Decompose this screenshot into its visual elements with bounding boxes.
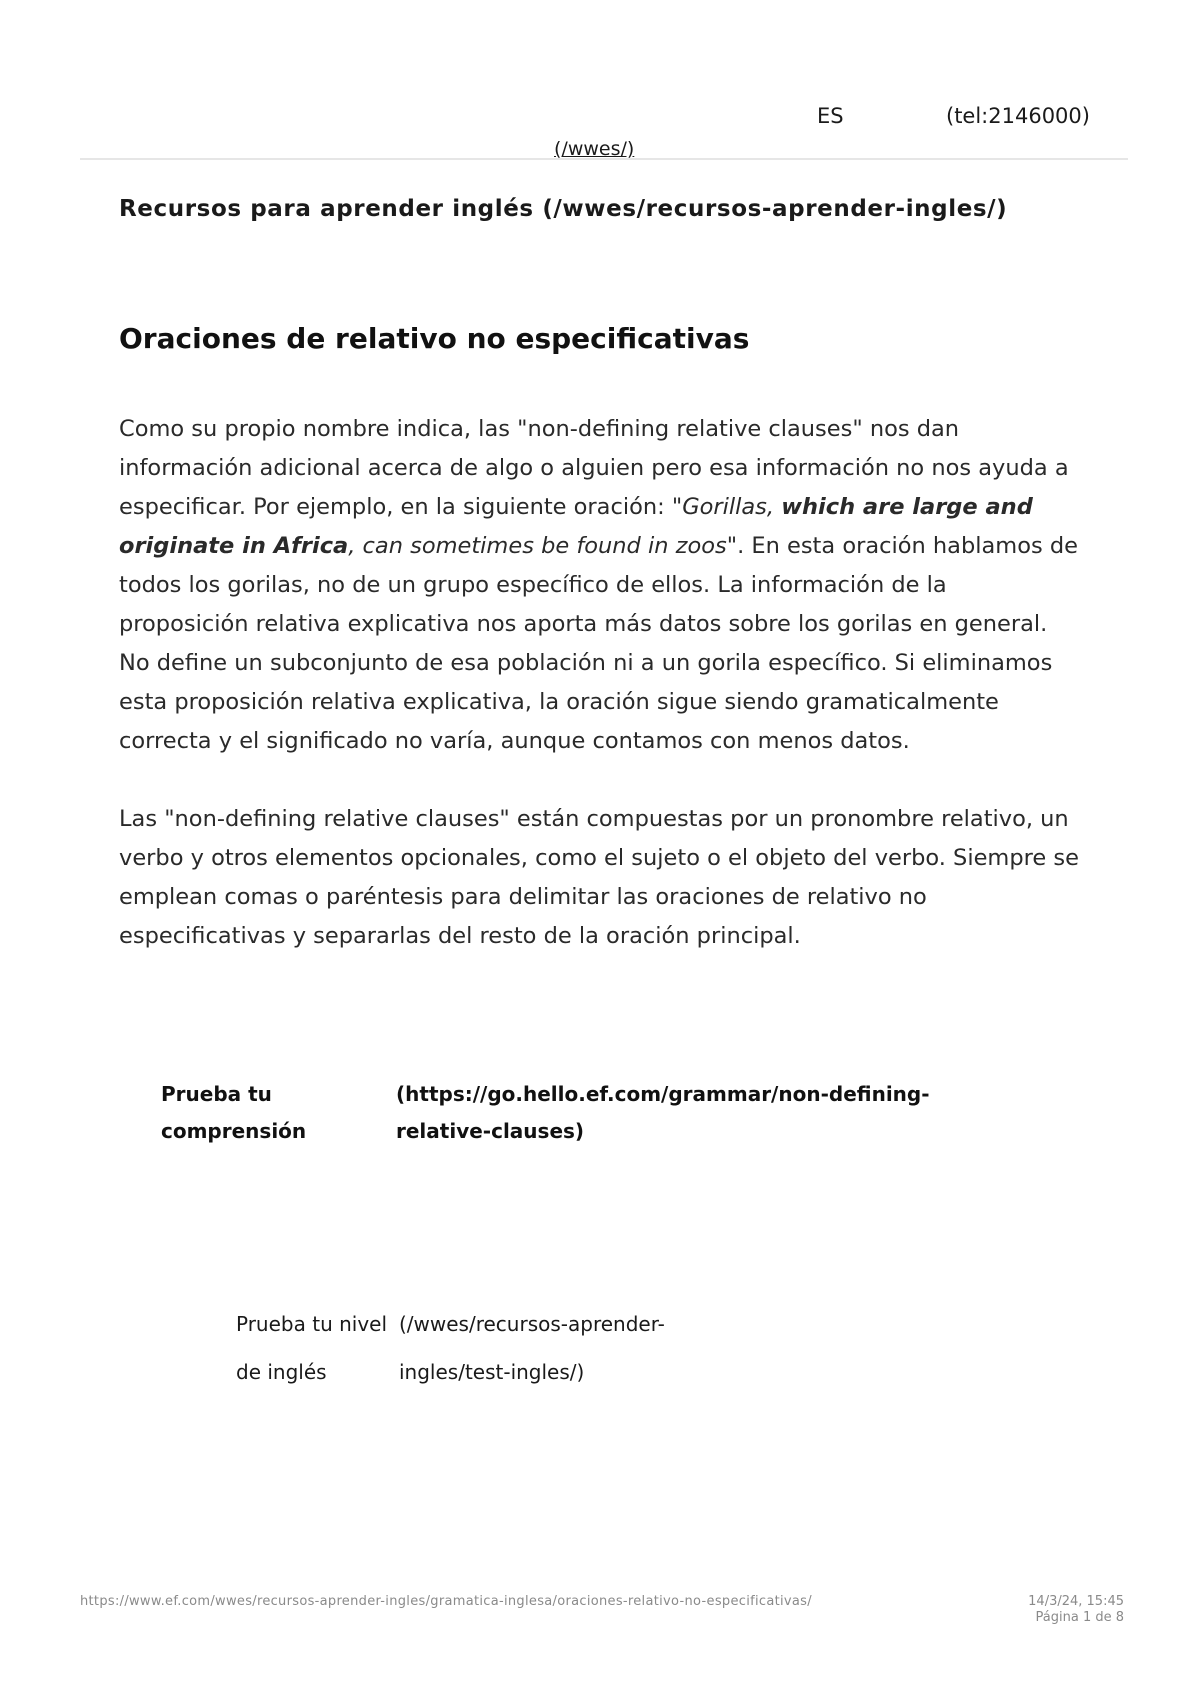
example-close: , can sometimes be found in zoos" — [348, 533, 738, 559]
footer-url: https://www.ef.com/wwes/recursos-aprender-ingles/gramatica-inglesa/oraciones-relativo-no-especificativas/ — [80, 1594, 812, 1609]
language-selector[interactable]: ES — [817, 104, 844, 128]
home-link[interactable]: (/wwes/) — [554, 138, 635, 160]
footer-page-number: Página 1 de 8 — [1035, 1610, 1124, 1625]
footer-timestamp: 14/3/24, 15:45 — [1028, 1594, 1124, 1609]
intro-text-b: . En esta oración hablamos de todos los gorilas, no de un grupo específico de ellos. La información de la proposición relativa explicativa nos aporta más datos sobre los gorilas en general. No define un subconjunto de esa población ni a un gorila específico. Si eliminamos esta proposición relativa explicativa, la oración sigue siendo gramaticalmente correcta y el significado no varía, aunque contamos con menos datos. — [119, 533, 1078, 754]
breadcrumb[interactable]: Recursos para aprender inglés (/wwes/recursos-aprender-ingles/) — [119, 196, 1008, 222]
page-title: Oraciones de relativo no especificativas — [119, 322, 750, 355]
example-open: "Gorillas, — [671, 494, 782, 520]
level-test-cta-label[interactable]: Prueba tu nivel de inglés — [236, 1312, 388, 1384]
intro-text-a: Como su propio nombre indica, las "non-defining relative clauses" nos dan información adicional acerca de algo o alguien pero esa información no nos ayuda a especificar. Por ejemplo, en la siguiente oración: — [119, 416, 1069, 520]
example-relative-clause: which are large and originate in Africa — [119, 494, 1033, 559]
intro-paragraph — [119, 410, 1079, 761]
level-test-cta-link[interactable]: (/wwes/recursos-aprender-ingles/test-ingles/) — [399, 1312, 665, 1384]
comprehension-cta-label[interactable]: Prueba tu comprensión — [161, 1082, 307, 1143]
comprehension-cta-link[interactable]: (https://go.hello.ef.com/grammar/non-defining-relative-clauses) — [396, 1082, 930, 1143]
phone-link[interactable]: (tel:2146000) — [946, 104, 1090, 128]
header-divider — [80, 158, 1128, 160]
structure-paragraph: Las "non-defining relative clauses" están compuestas por un pronombre relativo, un verbo y otros elementos opcionales, como el sujeto o el objeto del verbo. Siempre se emplean comas o paréntesis para delimitar las oraciones de relativo no especificativas y separarlas del resto de la oración principal. — [119, 806, 1079, 949]
